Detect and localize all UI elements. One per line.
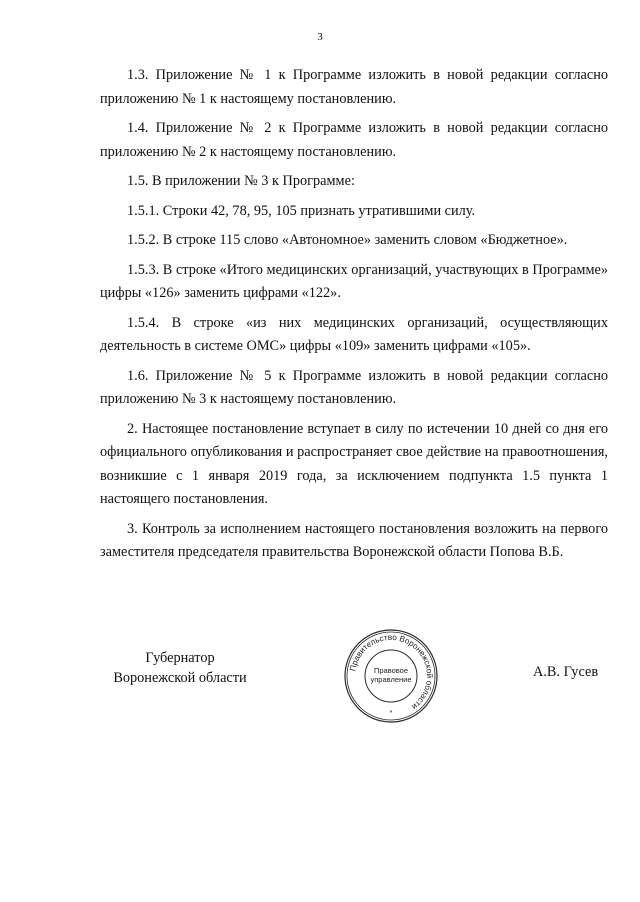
- document-body: [100, 64, 608, 571]
- signatory-title-line-2: Воронежской области: [113, 670, 247, 686]
- stamp-center-line-2: управление: [370, 675, 412, 684]
- signatory-title-line-1: Губернатор: [145, 650, 215, 666]
- page-number: 3: [317, 31, 323, 43]
- paragraph-3: 3. Контроль за исполнением настоящего постановления возложить на первого заместителя председателя правительства Воронежской области Попова В.Б.: [100, 520, 608, 560]
- paragraph-1-5-1: 1.5.1. Строки 42, 78, 95, 105 признать утратившими силу.: [127, 202, 476, 219]
- stamp-center-line-1: Правовое: [373, 666, 409, 675]
- paragraph-1-3: 1.3. Приложение № 1 к Программе изложить в новой редакции согласно приложению № 1 к настоящему постановлению.: [100, 67, 608, 107]
- paragraph-1-5-2: 1.5.2. В строке 115 слово «Автономное» заменить словом «Бюджетное».: [127, 232, 568, 248]
- paragraph-1-4: 1.4. Приложение № 2 к Программе изложить в новой редакции согласно приложению № 2 к настоящему постановлению.: [100, 120, 608, 160]
- stamp-ring-text: Правительство Воронежской области: [348, 632, 435, 712]
- stamp-star: *: [389, 710, 393, 717]
- paragraph-1-6: 1.6. Приложение № 5 к Программе изложить в новой редакции согласно приложению № 3 к настоящему постановлению.: [100, 367, 608, 407]
- official-stamp: [343, 628, 439, 724]
- paragraph-1-5-4: 1.5.4. В строке «из них медицинских организаций, осуществляющих деятельность в системе ОМС» цифры «109» заменить цифрами «105».: [100, 314, 608, 354]
- paragraph-1-5: 1.5. В приложении № 3 к Программе:: [127, 173, 355, 189]
- paragraph-1-5-3: 1.5.3. В строке «Итого медицинских организаций, участвующих в Программе» цифры «126» заменить цифрами «122».: [100, 261, 608, 301]
- signatory-name: А.В. Гусев: [533, 664, 599, 680]
- paragraph-2: 2. Настоящее постановление вступает в силу по истечении 10 дней со дня его официального опубликования и распространяет свое действие на правоотношения, возникшие с 1 января 2019 года, за исключением подпункта 1.5 пункта 1 настоящего постановления.: [100, 420, 608, 507]
- signatory-title: [100, 648, 260, 688]
